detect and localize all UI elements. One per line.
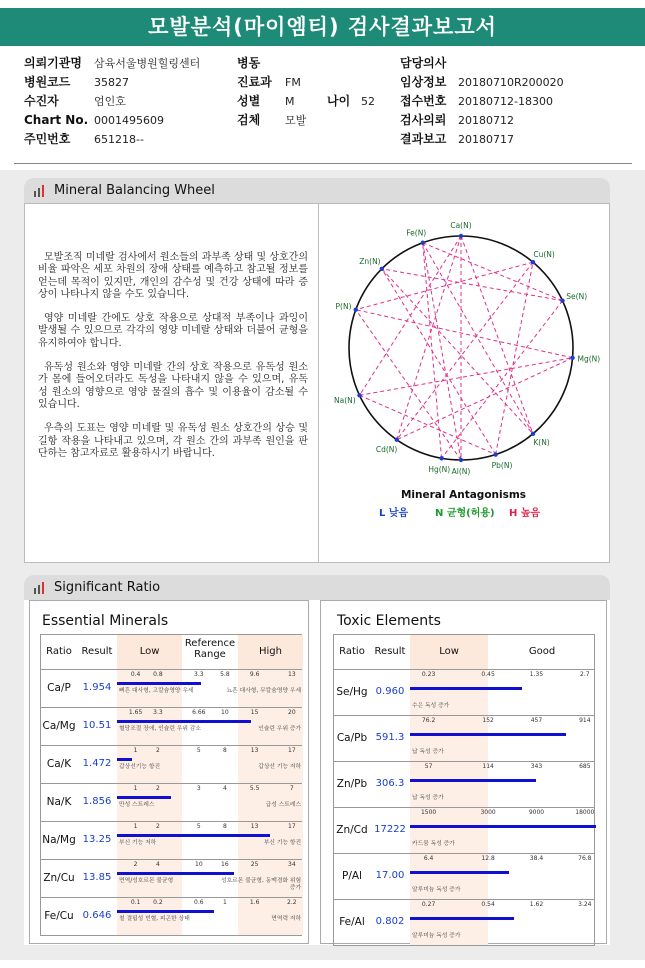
hospital-code-value: 35827 xyxy=(94,76,129,89)
tick-label: 13 xyxy=(250,747,259,754)
chart-label: Chart No. xyxy=(24,113,89,127)
ratio-name: Na/Mg xyxy=(42,834,76,846)
tick-label: 16 xyxy=(221,861,229,868)
table-row xyxy=(40,898,302,936)
tick-label: 5 xyxy=(196,747,201,754)
paragraph: 유독성 원소와 영양 미네랄 간의 상호 작용으로 유독성 원소가 몸에 들어오더라도 독성을 나타내지 않을 수 있으며, 유독성 원소의 영향으로 영양 물질의 흡수 및 이용율이 감소될 수 있습니다. xyxy=(38,362,308,410)
element-label: K(N) xyxy=(533,438,550,448)
element-node xyxy=(493,452,497,456)
col-high: High xyxy=(238,635,303,669)
low-text: 뼈흔 대사형, 고칼슘영양 우세 xyxy=(119,688,194,694)
hospital-code-label: 병원코드 xyxy=(24,75,71,89)
paragraph: 우측의 도표는 영양 미네랄 및 유독성 원소 상호간의 상승 및 길항 작용을 나타내고 있으며, 각 원소 간의 과부족 원인을 판단하는 참고자료로 활용하시기 바랍니다. xyxy=(38,423,308,459)
legend-low: L 낮음 xyxy=(379,508,409,519)
high-text: 급성 스트레스 xyxy=(265,802,302,808)
tick-label: 0.1 xyxy=(130,899,141,906)
high-text: 뇨흔 대사형, 무칼슘영양 우세 xyxy=(226,688,302,694)
tick-label: 457 xyxy=(530,717,543,724)
low-text: 갑상선기능 항진 xyxy=(119,764,161,770)
table-row xyxy=(333,808,595,854)
tick-label: 3.24 xyxy=(578,901,592,908)
receipt-label: 접수번호 xyxy=(400,94,447,108)
element-label: Mg(N) xyxy=(577,354,601,364)
tick-label: 10 xyxy=(221,709,229,716)
table-header xyxy=(333,634,595,670)
ratio-result: 1.856 xyxy=(82,796,112,807)
tick-label: 1 xyxy=(133,747,138,754)
wheel-description xyxy=(26,204,318,562)
wheel-caption: Mineral Antagonisms xyxy=(400,489,527,501)
table-row xyxy=(333,670,595,716)
ratio-name: Na/K xyxy=(46,796,72,808)
paragraph: 모발조직 미네랄 검사에서 원소들의 과부족 상태 및 상호간의 비율 파악은 세포 차원의 장애 상태를 예측하고 참고될 정보를 얻는데 목적이 있지만, 개인의 감수성 및 건강 상태에 따라 증상이 나타나지 않을 수도 있습니다. xyxy=(38,252,308,300)
age-label: 나이 xyxy=(327,94,351,108)
tick-label: 0.27 xyxy=(421,901,436,908)
tick-label: 0.23 xyxy=(421,671,436,678)
result-bar xyxy=(117,910,214,913)
tick-label: 1.35 xyxy=(529,671,544,678)
table-row xyxy=(40,708,302,746)
result-bar xyxy=(117,834,270,837)
id-value: 651218-- xyxy=(94,133,144,146)
legend-normal: N 균형(허용) xyxy=(435,508,495,519)
tick-label: 17 xyxy=(288,823,296,830)
essential-panel xyxy=(29,600,309,944)
ratio-result: 13.85 xyxy=(82,872,112,883)
table-row xyxy=(40,670,302,708)
tick-label: 685 xyxy=(579,763,591,770)
col-low: Low xyxy=(410,635,488,669)
clinical-value: 20180710R200020 xyxy=(458,76,564,89)
warning-text: 수은 독성 증가 xyxy=(412,703,450,709)
ratio-name: Se/Hg xyxy=(336,686,368,698)
warning-text: 카드뮴 독성 증가 xyxy=(412,841,455,847)
tick-label: 38.4 xyxy=(529,855,544,862)
ratio-name: Fe/Cu xyxy=(44,910,74,922)
ratio-result: 0.802 xyxy=(375,916,405,927)
element-label: Pb(N) xyxy=(491,460,513,470)
wheel-section-header xyxy=(24,178,610,204)
result-bar xyxy=(410,825,596,828)
tick-label: 8 xyxy=(222,823,227,830)
tick-label: 5.5 xyxy=(249,785,260,792)
tick-label: 3.3 xyxy=(153,709,163,716)
col-result: Result xyxy=(374,646,406,657)
tick-label: 1.6 xyxy=(249,899,260,906)
sex-label: 성별 xyxy=(237,94,261,108)
ratio-result: 0.960 xyxy=(375,686,405,697)
table-header xyxy=(40,634,302,670)
doctor-label: 담당의사 xyxy=(400,56,447,70)
tick-label: 5.8 xyxy=(220,671,230,678)
tick-label: 6.4 xyxy=(423,855,434,862)
ratio-result: 17222 xyxy=(374,824,406,835)
ratio-name: Zn/Cd xyxy=(336,824,368,836)
ratio-result: 0.646 xyxy=(82,910,112,921)
result-bar xyxy=(117,796,171,799)
tick-label: 0.2 xyxy=(153,899,163,906)
ward-label: 병동 xyxy=(237,56,261,70)
col-low: Low xyxy=(117,635,182,669)
tick-label: 152 xyxy=(482,717,494,724)
element-node xyxy=(531,432,535,436)
element-label: P(N) xyxy=(335,301,352,311)
low-text: 부신 기능 저하 xyxy=(119,840,157,846)
low-text: 면역/성호르몬 불균형 xyxy=(119,878,174,884)
ratio-result: 591.3 xyxy=(375,732,405,743)
patient-label: 수진자 xyxy=(24,94,59,108)
col-ratio: Ratio xyxy=(339,646,365,657)
chart-value: 0001495609 xyxy=(94,114,164,127)
mineral-wheel xyxy=(319,204,608,562)
bar-chart-icon xyxy=(34,185,48,197)
result-bar xyxy=(410,871,509,874)
toxic-panel xyxy=(320,600,607,944)
ratio-name: Ca/P xyxy=(47,682,71,694)
element-label: Na(N) xyxy=(334,395,356,405)
tick-label: 18000 xyxy=(575,809,595,816)
table-row xyxy=(333,716,595,762)
element-label: Hg(N) xyxy=(428,465,451,475)
id-label: 주민번호 xyxy=(24,132,71,146)
tick-label: 4 xyxy=(155,861,160,868)
table-row xyxy=(333,854,595,900)
tick-label: 6.66 xyxy=(192,709,206,716)
info-col-3 xyxy=(400,54,630,149)
result-bar xyxy=(410,687,522,690)
specimen-value: 모발 xyxy=(285,114,307,127)
request-label: 검사의뢰 xyxy=(400,113,447,127)
element-label: Cd(N) xyxy=(375,444,398,454)
ratio-name: Ca/Pb xyxy=(336,732,368,744)
col-good: Good xyxy=(528,646,556,657)
toxic-title: Toxic Elements xyxy=(337,613,441,629)
tick-label: 57 xyxy=(424,763,433,770)
legend-high: H 높음 xyxy=(509,508,541,519)
tick-label: 13 xyxy=(250,823,259,830)
table-row xyxy=(40,860,302,898)
ratio-result: 10.51 xyxy=(82,720,112,731)
request-value: 20180712 xyxy=(458,114,514,127)
tick-label: 5 xyxy=(196,823,201,830)
tick-label: 13 xyxy=(288,671,296,678)
col-result: Result xyxy=(81,646,113,657)
receipt-value: 20180712-18300 xyxy=(458,95,553,108)
element-node xyxy=(570,356,574,360)
tick-label: 20 xyxy=(288,709,296,716)
element-label: Al(N) xyxy=(451,467,471,476)
ratio-section-header xyxy=(24,575,610,601)
ratio-name: Fe/Al xyxy=(339,916,365,928)
element-node xyxy=(459,458,463,462)
ratio-result: 1.954 xyxy=(82,682,112,693)
col-ref: Reference Range xyxy=(184,638,236,660)
tick-label: 25 xyxy=(250,861,259,868)
warning-text: 납 독성 증가 xyxy=(412,795,444,801)
tick-label: 9.6 xyxy=(249,671,260,678)
institution-value: 삼육서울병원힐링센터 xyxy=(94,57,201,70)
tick-label: 2.7 xyxy=(580,671,590,678)
tick-label: 3000 xyxy=(480,809,496,816)
tick-label: 17 xyxy=(288,747,296,754)
col-ratio: Ratio xyxy=(46,646,72,657)
report-value: 20180717 xyxy=(458,133,514,146)
high-text: 갑상선 기능 저하 xyxy=(258,764,302,770)
tick-label: 2 xyxy=(133,861,138,868)
ratio-name: Zn/Pb xyxy=(336,778,368,790)
result-bar xyxy=(117,720,251,723)
ratio-name: P/Al xyxy=(342,870,362,882)
low-text: 만성 스트레스 xyxy=(119,802,155,808)
ratio-name: Ca/K xyxy=(46,758,72,770)
element-node xyxy=(420,241,424,245)
ratio-section-title: Significant Ratio xyxy=(54,580,161,595)
info-col-2 xyxy=(237,54,387,130)
tick-label: 1 xyxy=(133,823,138,830)
dept-label: 진료과 xyxy=(237,75,272,89)
element-node xyxy=(439,456,443,460)
low-text: 철 결핍성 빈혈, 피곤한 상태 xyxy=(119,916,190,922)
patient-value: 엄인호 xyxy=(94,95,126,108)
tick-label: 9000 xyxy=(528,809,545,816)
tick-label: 1.65 xyxy=(128,709,143,716)
warning-text: 알루미늄 독성 증가 xyxy=(412,887,461,893)
tick-label: 76.8 xyxy=(578,855,592,862)
table-row xyxy=(40,784,302,822)
dept-value: FM xyxy=(285,76,301,89)
result-bar xyxy=(410,779,536,782)
ratio-name: Ca/Mg xyxy=(42,720,76,732)
element-node xyxy=(380,267,384,271)
divider xyxy=(14,163,632,164)
element-label: Cu(N) xyxy=(533,249,555,259)
ratio-result: 17.00 xyxy=(375,870,405,881)
tick-label: 15 xyxy=(250,709,259,716)
tick-label: 0.45 xyxy=(481,671,495,678)
result-bar xyxy=(410,733,566,736)
warning-text: 납 독성 증가 xyxy=(412,749,444,755)
result-bar xyxy=(117,872,234,875)
low-text: 혈당조절 장애, 인슐린 우위 감소 xyxy=(119,726,202,732)
result-bar xyxy=(117,682,201,685)
tick-label: 2.2 xyxy=(287,899,297,906)
tick-label: 8 xyxy=(222,747,227,754)
tick-label: 914 xyxy=(579,717,591,724)
element-node xyxy=(354,307,358,311)
result-bar xyxy=(117,758,132,761)
tick-label: 1 xyxy=(222,899,227,906)
table-row xyxy=(333,762,595,808)
tick-label: 0.54 xyxy=(481,901,495,908)
wheel-section-title: Mineral Balancing Wheel xyxy=(54,183,215,198)
bar-chart-icon xyxy=(34,582,48,594)
ratio-name: Zn/Cu xyxy=(43,872,75,884)
high-text: 부신 기능 항진 xyxy=(263,840,302,846)
element-label: Zn(N) xyxy=(359,257,381,267)
high-text: 성호르몬 불균형, 동맥경화 위험 증가 xyxy=(220,878,302,891)
tick-label: 343 xyxy=(530,763,543,770)
element-node xyxy=(560,298,564,302)
ratio-result: 306.3 xyxy=(375,778,405,789)
essential-title: Essential Minerals xyxy=(42,613,169,629)
sex-value: M xyxy=(285,95,295,108)
tick-label: 12.8 xyxy=(481,855,495,862)
tick-label: 0.4 xyxy=(130,671,141,678)
specimen-label: 검체 xyxy=(237,113,261,127)
age-value: 52 xyxy=(361,95,375,108)
tick-label: 2 xyxy=(155,823,160,830)
tick-label: 1500 xyxy=(420,809,437,816)
warning-text: 알루미늄 독성 증가 xyxy=(412,933,461,939)
tick-label: 7 xyxy=(289,785,294,792)
ratio-result: 1.472 xyxy=(82,758,112,769)
table-row xyxy=(40,822,302,860)
element-node xyxy=(357,393,361,397)
element-node xyxy=(531,260,535,264)
element-node xyxy=(459,234,463,238)
tick-label: 1.62 xyxy=(529,901,544,908)
tick-label: 3 xyxy=(196,785,201,792)
tick-label: 3.3 xyxy=(194,671,204,678)
table-row xyxy=(333,900,595,946)
institution-label: 의뢰기관명 xyxy=(24,56,82,70)
tick-label: 4 xyxy=(222,785,227,792)
element-label: Ca(N) xyxy=(450,221,472,230)
table-row xyxy=(40,746,302,784)
tick-label: 2 xyxy=(155,785,160,792)
tick-label: 114 xyxy=(482,763,494,770)
paragraph: 영양 미네랄 간에도 상호 작용으로 상대적 부족이나 과잉이 발생될 수 있으므로 각각의 영양 미네랄 상태와 더불어 균형을 유지하여야 합니다. xyxy=(38,313,308,349)
ratio-result: 13.25 xyxy=(82,834,112,845)
element-label: Fe(N) xyxy=(406,228,427,238)
tick-label: 1 xyxy=(133,785,138,792)
info-col-1 xyxy=(24,54,254,149)
tick-label: 34 xyxy=(288,861,296,868)
tick-label: 0.8 xyxy=(153,671,163,678)
result-bar xyxy=(410,917,514,920)
high-text: 면역력 저하 xyxy=(271,916,302,922)
tick-label: 76.2 xyxy=(421,717,436,724)
tick-label: 10 xyxy=(195,861,203,868)
tick-label: 0.6 xyxy=(194,899,204,906)
clinical-label: 임상정보 xyxy=(400,75,447,89)
element-label: Se(N) xyxy=(566,292,588,302)
high-text: 인슐린 우위 증가 xyxy=(258,726,302,732)
element-node xyxy=(395,438,399,442)
report-label: 결과보고 xyxy=(400,132,447,146)
tick-label: 2 xyxy=(155,747,160,754)
report-title: 모발분석(마이엠티) 검사결과보고서 xyxy=(0,8,645,46)
